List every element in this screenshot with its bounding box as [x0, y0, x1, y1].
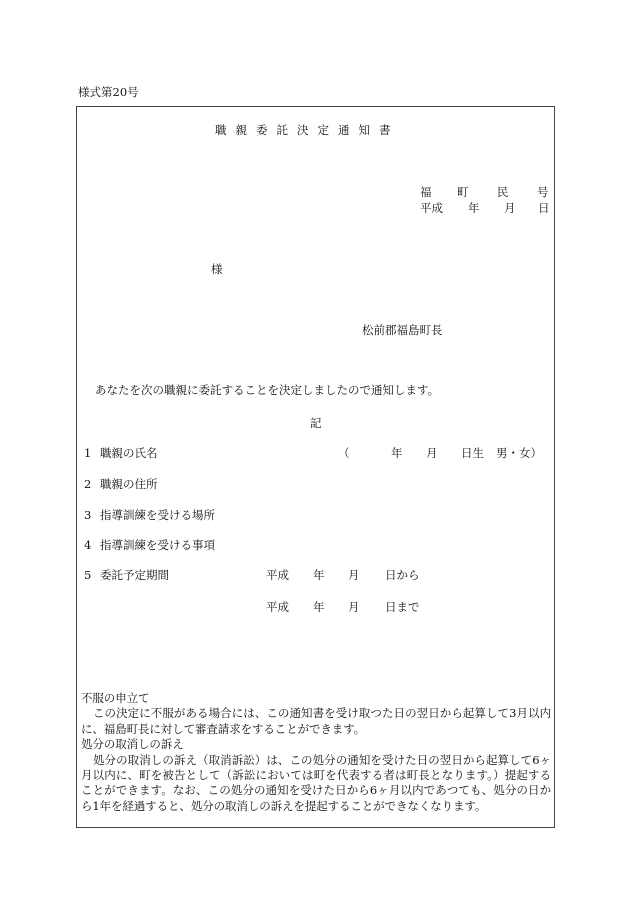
period-start-day: 日から: [385, 568, 420, 582]
item-number: 1: [84, 446, 92, 460]
period-start-year: 年: [313, 568, 325, 582]
period-end-era: 平成: [266, 600, 289, 614]
revocation-heading: 処分の取消しの訴え: [81, 737, 184, 752]
issuer-number-town: 町: [457, 185, 469, 199]
issue-date-era: 平成: [420, 201, 443, 215]
item-number: 4: [84, 538, 92, 552]
issue-date-year: 年: [468, 201, 480, 215]
period-start-era: 平成: [266, 568, 289, 582]
issuer-number-prefix: 福: [420, 185, 432, 199]
objection-heading: 不服の申立て: [81, 691, 150, 705]
document-title: 職親委託決定通知書: [215, 123, 400, 137]
item-number: 2: [84, 477, 92, 491]
objection-text: この決定に不服がある場合には、この通知書を受け取つた日の翌日から起算して3月以内に、福島町長に対して審査請求をすることができます。: [81, 706, 551, 736]
ki-label: 記: [310, 416, 322, 430]
period-end-month: 月: [348, 600, 360, 614]
item-label-training-place: 指導訓練を受ける場所: [100, 508, 215, 522]
period-end-day: 日まで: [385, 600, 420, 614]
item-number: 5: [84, 568, 92, 582]
item-label-training-matter: 指導訓練を受ける事項: [100, 538, 215, 552]
period-start-month: 月: [348, 568, 360, 582]
item-label-period: 委託予定期間: [100, 568, 169, 582]
item-label-address: 職親の住所: [100, 477, 158, 491]
birth-open-paren: （: [338, 446, 350, 460]
intro-text: あなたを次の職親に委託することを決定しましたので通知します。: [95, 383, 440, 397]
revocation-text: 処分の取消しの訴え（取消訴訟）は、この処分の通知を受けた日の翌日から起算して6ヶ月以内に、町を被告として（訴訟においては町を代表する者は町長となります。）提起することができます。なお、この処分の通知を受けた日から6ヶ月以内であつても、処分の日から1年を経過すると、処分の取消しの訴えを提起することができなくなります。: [81, 752, 551, 813]
issuer-number-dept: 民: [497, 185, 509, 199]
birth-day: 日生: [461, 446, 484, 460]
recipient-honorific: 様: [211, 262, 223, 276]
issue-date-month: 月: [504, 201, 516, 215]
period-end-year: 年: [313, 600, 325, 614]
sex-choice: 男・女）: [496, 446, 542, 460]
sender-name: 松前郡福島町長: [362, 323, 443, 337]
notes-section: [81, 691, 551, 814]
item-number: 3: [84, 508, 92, 522]
issuer-number-suffix: 号: [537, 185, 549, 199]
issue-date-day: 日: [538, 201, 550, 215]
birth-year: 年: [391, 446, 403, 460]
form-number-label: 様式第20号: [78, 85, 139, 99]
item-label-name: 職親の氏名: [100, 446, 158, 460]
birth-month: 月: [426, 446, 438, 460]
